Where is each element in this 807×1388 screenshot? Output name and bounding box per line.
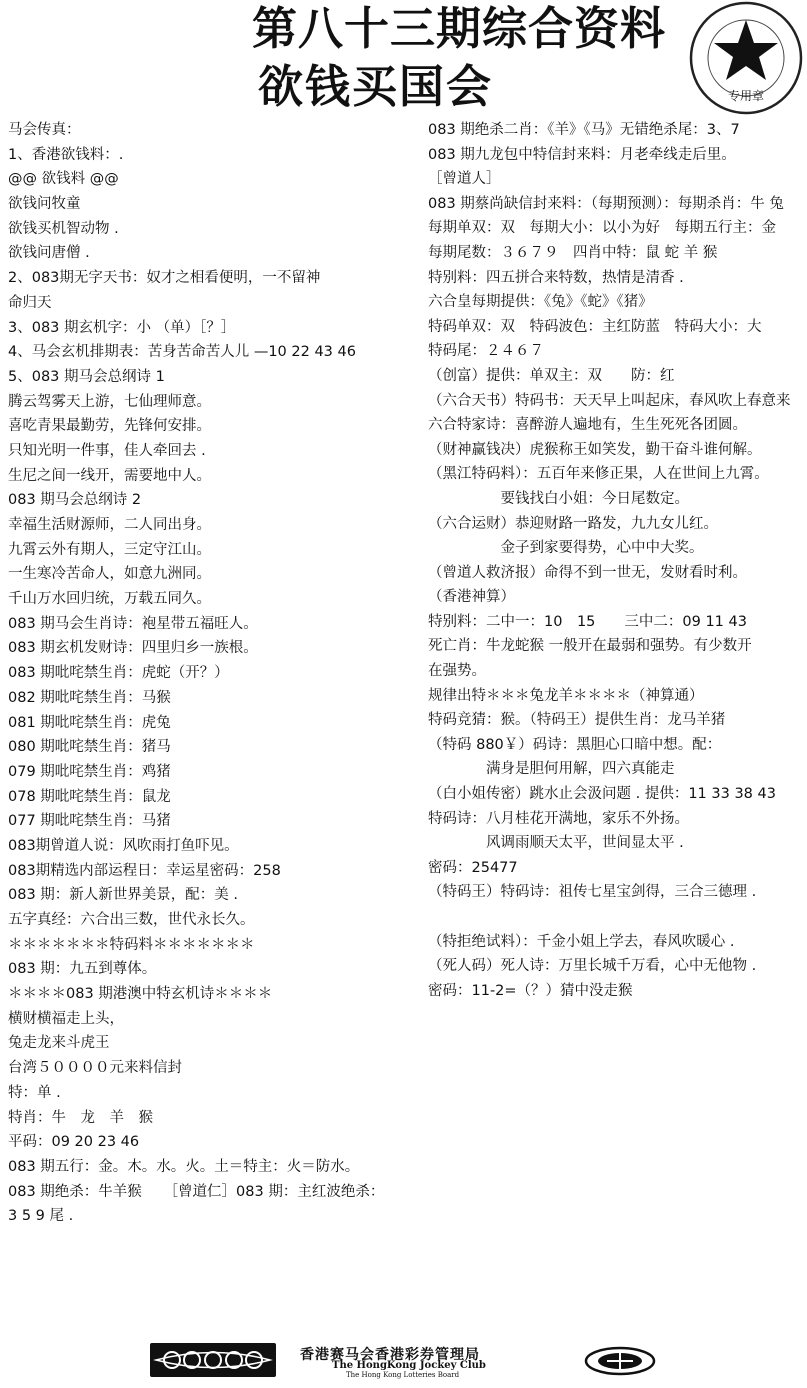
- footer: [150, 1340, 790, 1384]
- right-column-line: 死亡肖：牛龙蛇猴 一般开在最弱和强势。有少数开: [428, 638, 752, 655]
- right-column-line: 083 期绝杀二肖：《羊》《马》无错绝杀尾：3、7: [428, 122, 740, 138]
- left-column-line: 083 期马会生肖诗：袍星带五福旺人。: [8, 615, 258, 632]
- left-column-line: 一生寒冷苦命人，如意九洲同。: [8, 566, 211, 583]
- right-column-line: ［曾道人］: [428, 171, 501, 188]
- right-column-line: 在强势。: [428, 663, 486, 680]
- left-column-line: 3、083 期玄机字：小 （单）［？］: [8, 319, 236, 336]
- left-column-line: 080 期吡咤禁生肖：猪马: [8, 739, 171, 756]
- jockey-club-cn: 香港赛马会香港彩券管理局: [300, 1347, 480, 1363]
- left-column-line: 欲钱问牧童: [8, 196, 81, 213]
- left-column-line: 083 期五行：金。木。水。火。土＝特主：火＝防水。: [8, 1158, 360, 1175]
- right-column-line: 特码诗：八月桂花开满地，家乐不外扬。: [428, 810, 689, 827]
- right-column-line: （六合天书）特码书：天天早上叫起床，春风吹上春意来: [428, 392, 791, 409]
- right-column-line: 每期尾数：３６７９ 四肖中特：鼠 蛇 羊 猴: [428, 244, 718, 261]
- right-column-line: 特码尾：２４６７: [428, 343, 544, 360]
- right-column-line: （白小姐传密）跳水止会汲问题 . 提供：11 33 38 43: [428, 786, 776, 803]
- left-column-line: 083期精选内部运程日：幸运星密码：258: [8, 862, 281, 879]
- left-column-line: 特肖：牛 龙 羊 猴: [8, 1109, 153, 1126]
- right-column: [428, 118, 804, 1003]
- left-column-line: ＊＊＊＊＊＊＊特码料＊＊＊＊＊＊＊: [8, 936, 255, 953]
- left-column-line: 083期曾道人说：风吹雨打鱼吓见。: [8, 837, 239, 854]
- left-column-line: 横财横福走上头，: [8, 1010, 124, 1027]
- left-column-line: 生尼之间一线开，需要地中人。: [8, 467, 211, 484]
- left-column-line: 5、083 期马会总纲诗 1: [8, 368, 165, 385]
- left-column-line: 喜吃青果最勤劳，先锋何安排。: [8, 418, 211, 435]
- right-column-line: 083 期九龙包中特信封来料：月老牵线走后里。: [428, 146, 736, 163]
- left-column-line: 1、香港欲钱料：.: [8, 146, 124, 163]
- right-column-line: 六合特家诗：喜醉游人遍地有，生生死死各团圆。: [428, 417, 747, 434]
- right-column-line: （特码 880￥）码诗：黑胆心口暗中想。配：: [428, 736, 722, 753]
- left-column-line: 兔走龙来斗虎王: [8, 1035, 110, 1052]
- left-column-line: 079 期吡咤禁生肖：鸡猪: [8, 763, 171, 780]
- left-column-line: 马会传真：: [8, 122, 81, 138]
- left-column-line: 2、083期无字天书：奴才之相看便明，一不留神: [8, 270, 321, 287]
- left-column-line: 083 期吡咤禁生肖：虎蛇（开？）: [8, 665, 229, 682]
- left-column-line: 只知光明一件事，佳人牵回去 .: [8, 442, 206, 459]
- left-column-line: 078 期吡咤禁生肖：鼠龙: [8, 788, 171, 805]
- right-column-line: （创富）提供：单双主：双 防：红: [428, 367, 675, 384]
- right-column-line: （六合运财）恭迎财路一路发，九九女儿红。: [428, 515, 718, 532]
- right-column-line: （特码王）特码诗：祖传七星宝剑得，三合三德理 .: [428, 884, 757, 901]
- left-column-line: 幸福生活财源师，二人同出身。: [8, 517, 211, 533]
- left-column-line: @@ 欲钱料 @@: [8, 171, 119, 188]
- right-column-line: 密码：11-2=（？）猜中没走猴: [428, 982, 633, 999]
- right-column-line: 特别料：四五拼合来特数，热情是清香 .: [428, 269, 684, 286]
- right-column-line: 特别料：二中一：10 15 三中二：09 11 43: [428, 613, 747, 630]
- right-column-line: 六合皇每期提供：《兔》《蛇》《猪》: [428, 294, 653, 311]
- left-column-line: 077 期吡咤禁生肖：马猪: [8, 813, 171, 830]
- right-column-line: 要钱找白小姐：今日尾数定。: [428, 490, 689, 507]
- left-column-line: 欲钱买机智动物 .: [8, 220, 119, 237]
- right-column-line: 特码竞猜：猴。（特码王）提供生肖：龙马羊猪: [428, 712, 726, 729]
- left-column-line: 083 期绝杀：牛羊猴 ［曾道仁］083 期：主红波绝杀：: [8, 1183, 385, 1200]
- left-column-line: 081 期吡咤禁生肖：虎兔: [8, 714, 171, 731]
- jockey-club-en: The HongKong Jockey Club: [332, 1360, 486, 1371]
- left-column-line: 3 5 9 尾 .: [8, 1208, 74, 1225]
- ornament-banner-icon: [150, 1343, 276, 1377]
- left-column-line: 平码：09 20 23 46: [8, 1134, 140, 1151]
- page-title: 第八十三期综合资料: [252, 2, 667, 55]
- left-column-line: 082 期吡咤禁生肖：马猴: [8, 689, 171, 706]
- left-column-line: 欲钱问唐僧 .: [8, 245, 90, 262]
- left-column-line: ＊＊＊＊083 期港澳中特玄机诗＊＊＊＊: [8, 986, 273, 1003]
- left-column-line: 五字真经：六合出三数，世代永长久。: [8, 912, 255, 928]
- left-column-line: 083 期玄机发财诗：四里归乡一族根。: [8, 640, 258, 657]
- right-column-line: （特拒绝试料）：千金小姐上学去，春风吹暖心 .: [428, 933, 735, 950]
- left-column-line: 命归天: [8, 294, 52, 311]
- right-column-line: 满身是胆何用解，四六真能走: [428, 761, 675, 778]
- left-column-line: 台湾５００００元来料信封: [8, 1060, 182, 1077]
- right-column-line: 规律出特＊＊＊兔龙羊＊＊＊＊（神算通）: [428, 687, 704, 704]
- right-column-line: 每期单双：双 每期大小：以小为好 每期五行主：金: [428, 220, 776, 237]
- left-column-line: 腾云驾雾天上游，七仙理师意。: [8, 393, 211, 410]
- right-column-line: 风调雨顺天太平，世间显太平 .: [428, 835, 684, 852]
- left-column: [8, 118, 408, 1229]
- right-column-line: 083 期蔡尚缺信封来料：（每期预测）：每期杀肖：牛 兔: [428, 195, 784, 212]
- left-column-line: 千山万水回归统，万载五同久。: [8, 591, 211, 608]
- right-column-line: （曾道人救济报）命得不到一世无，发财看时利。: [428, 564, 747, 581]
- right-column-line: 特码单双：双 特码波色：主红防蓝 特码大小：大: [428, 318, 762, 335]
- page-subtitle: 欲钱买国会: [258, 60, 494, 113]
- star-seal-icon: [688, 0, 804, 118]
- right-column-line: [428, 905, 804, 930]
- oval-emblem-icon: [583, 1345, 657, 1377]
- right-column-line: （财神赢钱决）虎猴称王如笑发，勤干奋斗谁何解。: [428, 441, 762, 458]
- right-column-line: （黑江特码料）：五百年来修正果，人在世间上九霄。: [428, 466, 769, 483]
- right-column-line: 金子到家要得势，心中中大奖。: [428, 540, 704, 557]
- left-column-line: 083 期：九五到尊体。: [8, 961, 157, 978]
- left-column-line: 083 期：新人新世界美景，配：美 .: [8, 887, 239, 904]
- left-column-line: 特：单 .: [8, 1084, 61, 1101]
- right-column-line: （死人码）死人诗：万里长城千万看，心中无他物 .: [428, 958, 757, 975]
- lotteries-board-en: The Hong Kong Lotteries Board: [346, 1371, 460, 1379]
- right-column-line: （香港神算）: [428, 589, 515, 606]
- right-column-line: 密码：25477: [428, 859, 518, 876]
- left-column-line: 4、马会玄机排期表：苦身苦命苦人儿 —10 22 43 46: [8, 344, 356, 361]
- seal-text: 专用章: [727, 89, 765, 103]
- left-column-line: 九霄云外有期人，三定守江山。: [8, 541, 211, 558]
- left-column-line: 083 期马会总纲诗 2: [8, 492, 142, 509]
